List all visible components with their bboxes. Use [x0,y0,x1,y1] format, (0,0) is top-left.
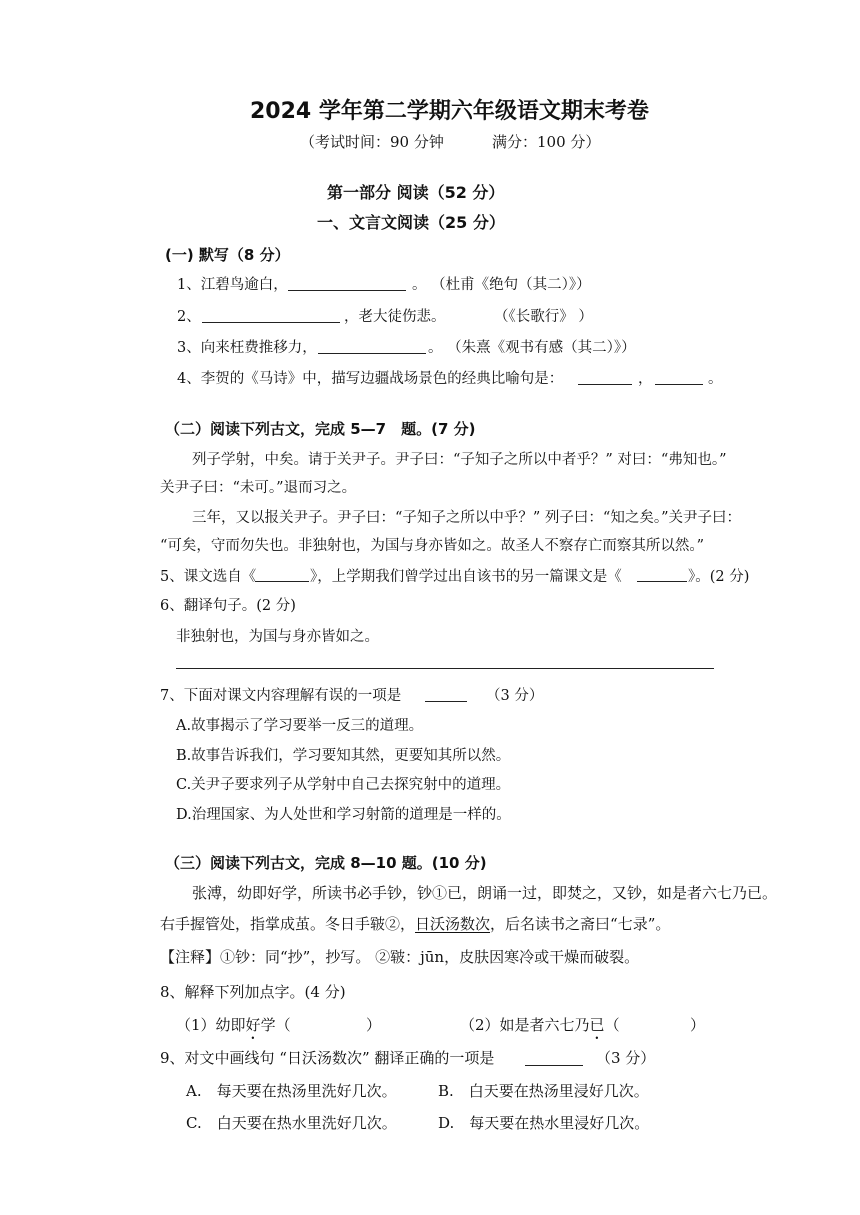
q8-2-open: （ [604,1016,620,1034]
part-title: 第一部分 阅读（52 分） [327,183,505,202]
q9-score: （3 分） [596,1049,656,1067]
q4-end: 。 [708,371,723,387]
q4-blank-2[interactable] [655,384,703,385]
q7-option-d[interactable]: D.治理国家、为人处世和学习射箭的道理是一样的。 [176,807,511,823]
passage3-line2 [160,913,670,934]
q8-1-open: 学（ [260,1016,291,1034]
q8-1-text: （1）幼即 [176,1016,246,1034]
q7-blank[interactable] [425,701,467,702]
passage3-line2-b: ，后名读书之斋曰“七录”。 [490,915,671,933]
q5-blank-1[interactable] [255,581,309,582]
q6-sentence: 非独射也，为国与身亦皆如之。 [176,629,379,645]
q9-option-d[interactable]: D. 每天要在热水里浸好几次。 [438,1114,650,1132]
q2-blank[interactable] [202,322,340,323]
passage2-line3: 三年，又以报关尹子。尹子曰：“子知子之所以中乎？” 列子曰：“知之矣。”关尹子曰： [192,510,742,526]
q1-suffix: 。 （杜甫《绝句（其二）》） [412,277,591,293]
q8-title: 8、解释下列加点字。(4 分) [160,983,346,1001]
q2-source: （《长歌行》 ） [494,309,593,325]
passage3-line2-a: 右手握管处，指掌成茧。冬日手皲②， [160,915,416,933]
q9-option-a[interactable]: A. 每天要在热汤里洗好几次。 [186,1082,397,1100]
q9-option-c[interactable]: C. 白天要在热水里洗好几次。 [186,1114,397,1132]
q4-text: 4、李贺的《马诗》中，描写边疆战场景色的经典比喻句是： [177,371,564,387]
exam-title: 2024 学年第二学期六年级语文期末考卷 [250,99,649,124]
sub3-title: （三）阅读下列古文，完成 8—10 题。(10 分) [165,854,487,872]
q1-prefix: 1、江碧鸟逾白， [177,277,288,293]
q3-blank[interactable] [318,353,426,354]
q5-part-b: 》，上学期我们曾学过出自该书的另一篇课文是《 [310,569,622,585]
annotation: 【注释】①钞：同“抄”，抄写。 ②皲：jūn，皮肤因寒冷或干燥而破裂。 [160,948,640,966]
q8-1-close: ） [366,1016,382,1034]
q7-option-a[interactable]: A.故事揭示了学习要举一反三的道理。 [176,718,424,734]
section-title: 一、文言文阅读（25 分） [317,213,505,232]
q2-prefix: 2、 [177,309,201,325]
q5-blank-2[interactable] [637,581,687,582]
q8-2-close: ） [690,1016,706,1034]
q8-item-1 [176,1014,291,1043]
q9-title: 9、对文中画线句 “日沃汤数次” 翻译正确的一项是 [160,1049,495,1067]
passage2-line1: 列子学射，中矣。请于关尹子。尹子曰：“子知子之所以中者乎？” 对曰：“弗知也。” [192,452,727,468]
q8-item-2 [460,1014,620,1043]
q4-blank-1[interactable] [578,384,632,385]
sub2-title: （二）阅读下列古文，完成 5—7 题。(7 分) [165,420,476,438]
q5-part-c: 》。(2 分) [688,569,750,585]
q6-title: 6、翻译句子。(2 分) [160,598,296,614]
q3-suffix: 。 （朱熹《观书有感（其二）》） [428,340,636,356]
passage3-line1: 张溥，幼即好学，所读书必手钞，钞①已，朗诵一过，即焚之，又钞，如是者六七乃已。 [192,884,778,902]
q8-1-dotted-char: 好 [245,1016,261,1034]
q6-answer-line[interactable] [176,668,714,669]
q7-title: 7、下面对课文内容理解有误的一项是 [160,688,402,704]
q7-score: （3 分） [486,688,544,704]
q1-blank[interactable] [288,290,406,291]
q3-prefix: 3、向来枉费推移力， [177,340,317,356]
passage2-line4: “可矣，守而勿失也。非独射也，为国与身亦皆如之。故圣人不察存亡而察其所以然。” [160,538,705,554]
q9-option-b[interactable]: B. 白天要在热汤里浸好几次。 [438,1082,649,1100]
exam-score: 满分：100 分） [492,133,601,151]
q7-option-c[interactable]: C.关尹子要求列子从学射中自己去探究射中的道理。 [176,777,511,793]
q5-part-a: 5、课文选自《 [160,569,257,585]
q2-suffix: ，老大徒伤悲。 [344,309,446,325]
exam-time: （考试时间：90 分钟 [300,133,444,151]
q9-blank[interactable] [525,1065,583,1066]
q8-2-dotted-char: 已 [589,1016,605,1034]
q7-option-b[interactable]: B.故事告诉我们，学习要知其然，更要知其所以然。 [176,748,511,764]
underlined-sentence: 日沃汤数次 [415,915,491,933]
sub1-title: (一) 默写（8 分） [165,246,290,264]
q4-comma: ， [638,371,653,387]
passage2-line2: 关尹子曰：“未可。”退而习之。 [160,480,357,496]
q8-2-text: （2）如是者六七乃 [460,1016,590,1034]
